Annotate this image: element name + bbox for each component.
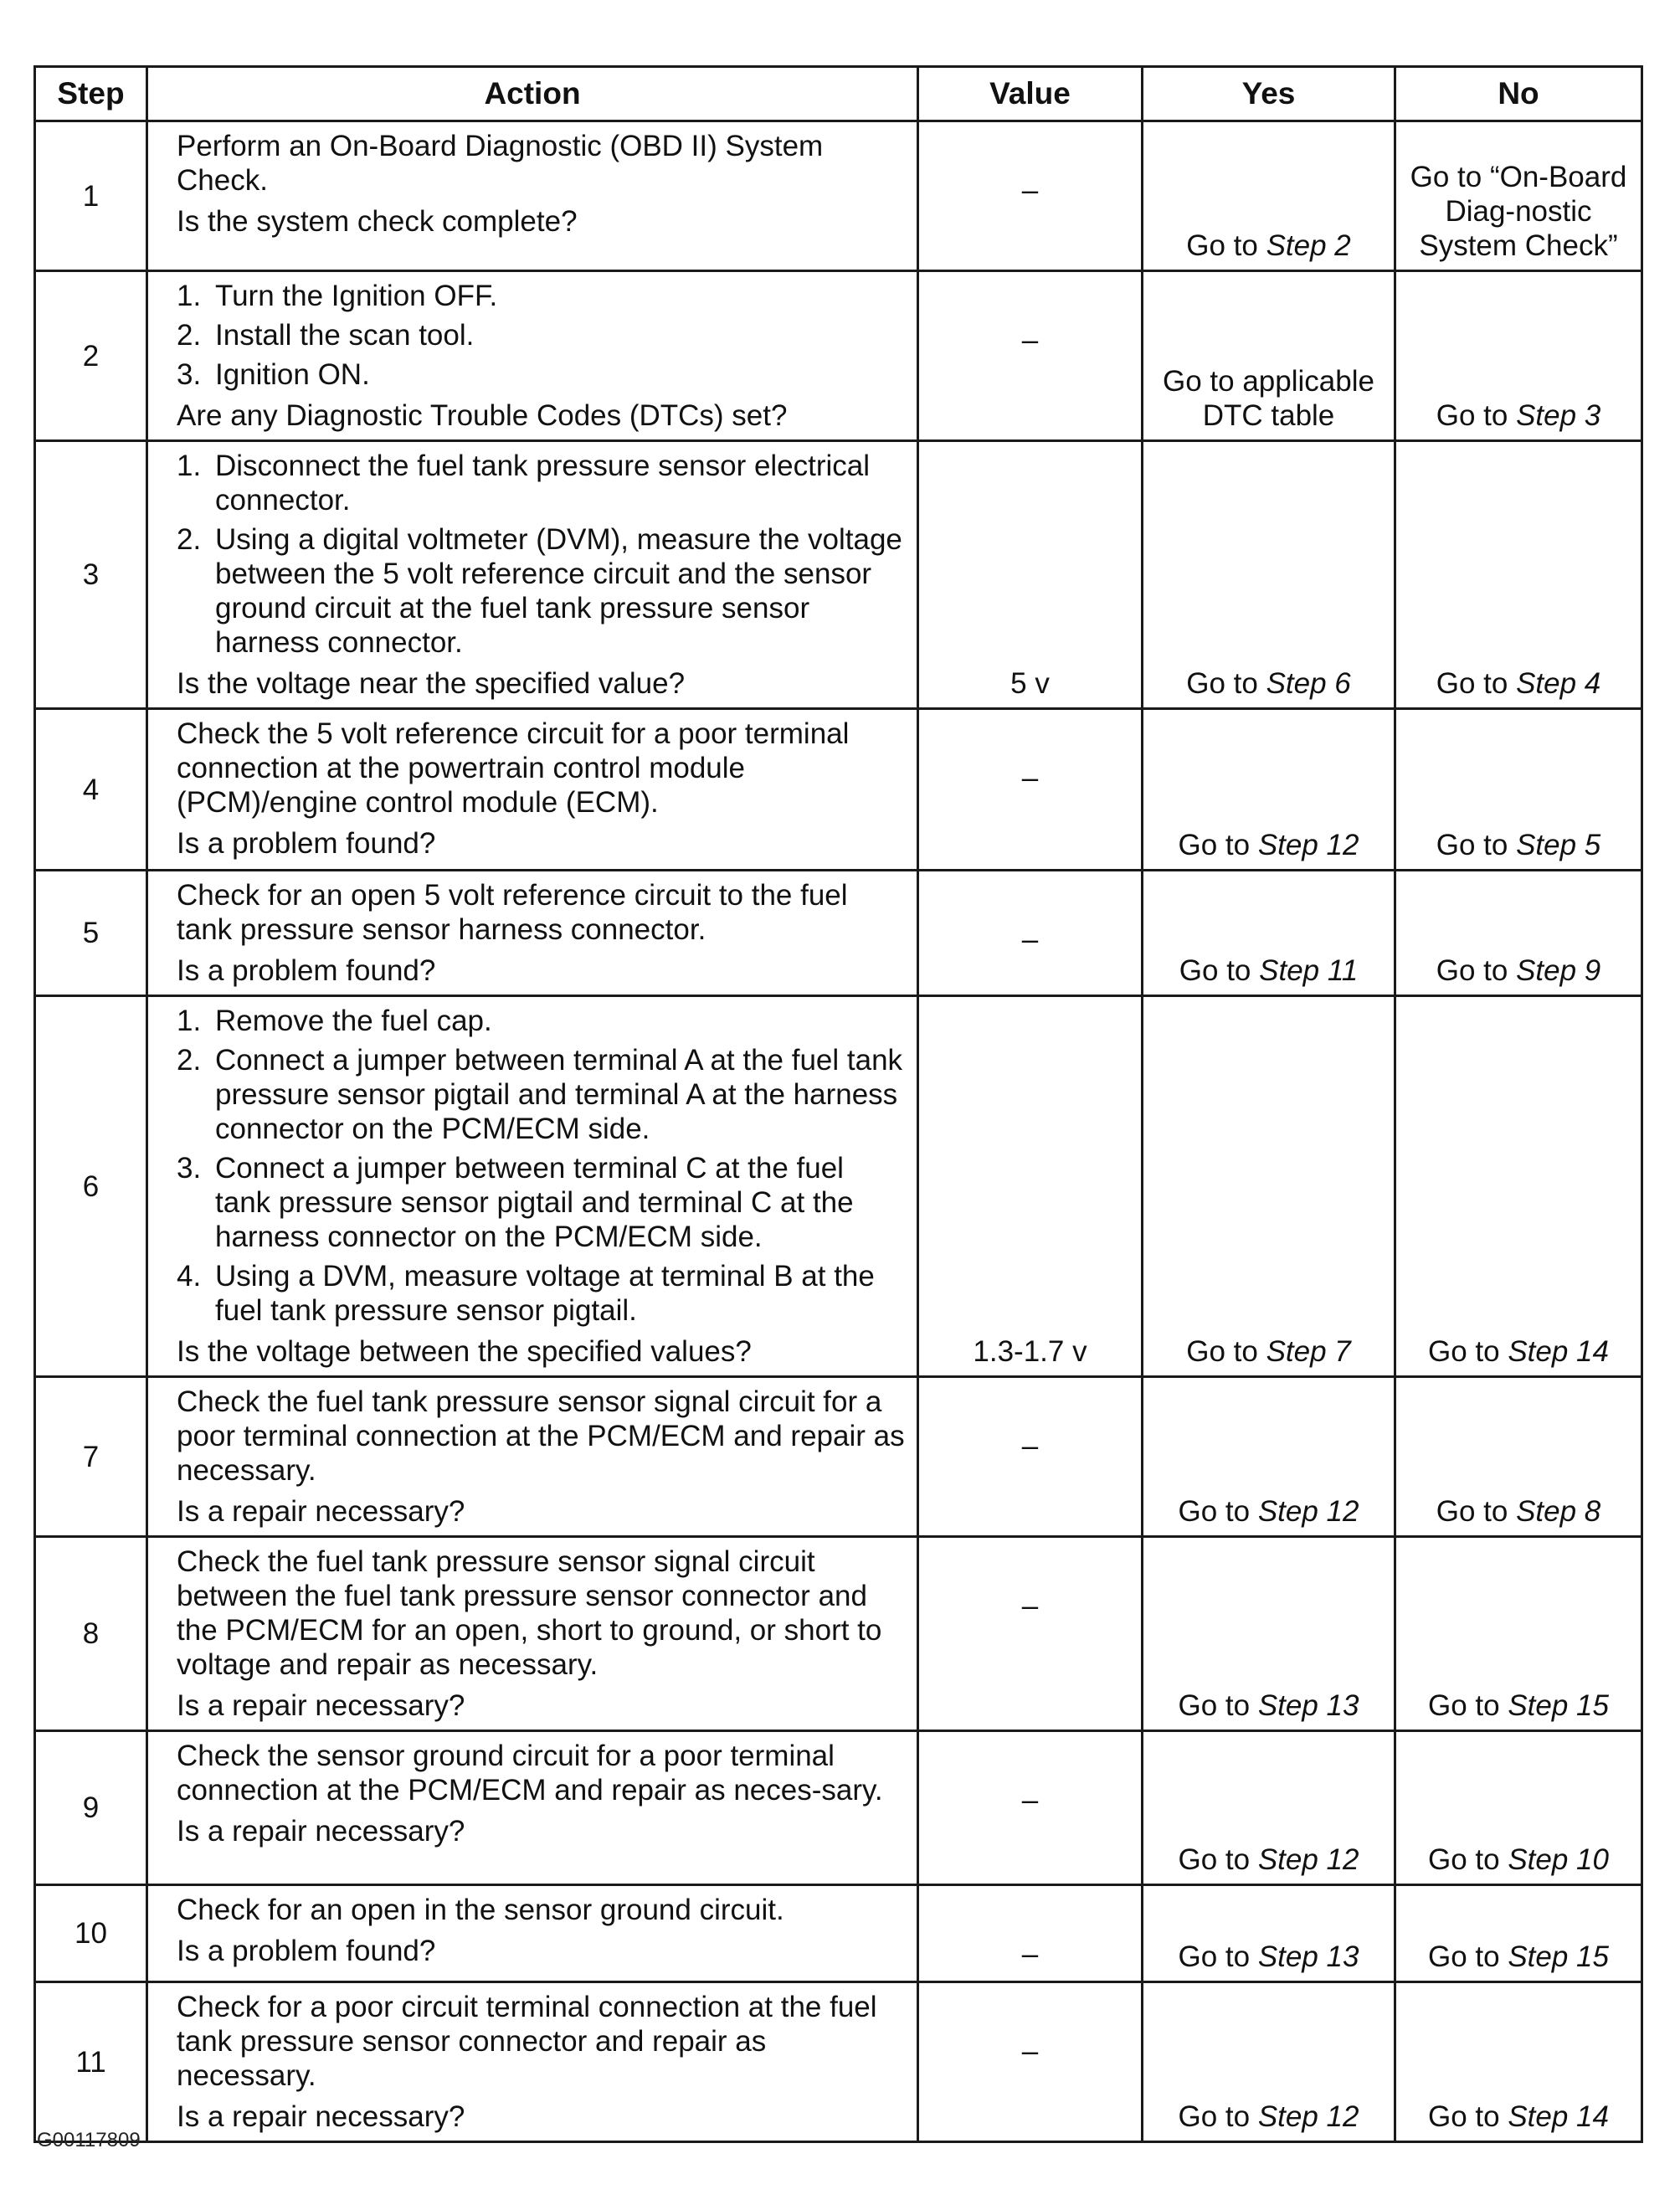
yes-target-step: Step 11 bbox=[1259, 954, 1359, 987]
yes-target-step: Step 7 bbox=[1266, 1335, 1351, 1368]
diagnostic-table bbox=[33, 65, 1643, 2143]
action-question: Is a repair necessary? bbox=[177, 1495, 465, 1528]
action-item-text: Turn the Ignition OFF. bbox=[215, 280, 498, 312]
value-cell bbox=[918, 709, 1143, 871]
yes-prefix: Go to bbox=[1178, 1689, 1258, 1722]
yes-cell bbox=[1143, 871, 1395, 996]
step-number: 4 bbox=[82, 773, 100, 806]
yes-prefix: Go to bbox=[1178, 1940, 1258, 1973]
no-prefix: Go to bbox=[1428, 1843, 1508, 1876]
yes-cell bbox=[1143, 1537, 1395, 1731]
no-target-step: Step 8 bbox=[1516, 1495, 1601, 1528]
action-cell bbox=[147, 1731, 918, 1885]
value-cell bbox=[918, 1731, 1143, 1885]
step-cell bbox=[35, 1885, 147, 1982]
action-question: Are any Diagnostic Trouble Codes (DTCs) set? bbox=[177, 399, 788, 432]
action-item-text: Install the scan tool. bbox=[215, 319, 475, 352]
action-text: Perform an On-Board Diagnostic (OBD II) System Check. bbox=[177, 130, 824, 197]
value-text: – bbox=[1021, 1590, 1039, 1622]
no-cell bbox=[1395, 1537, 1642, 1731]
yes-prefix: Go to bbox=[1179, 954, 1260, 987]
step-number: 5 bbox=[82, 917, 100, 949]
table-row bbox=[35, 1982, 1642, 2142]
no-target-step: Step 15 bbox=[1508, 1940, 1609, 1973]
no-prefix: Go to “On-Board Diag-nostic System Check” bbox=[1410, 161, 1627, 262]
action-item-number: 2. bbox=[177, 1044, 202, 1077]
value-text: – bbox=[1021, 1784, 1039, 1817]
value-cell bbox=[918, 121, 1143, 271]
value-cell bbox=[918, 1982, 1143, 2142]
yes-cell bbox=[1143, 709, 1395, 871]
table-row bbox=[35, 441, 1642, 709]
action-question: Is the voltage between the specified values? bbox=[177, 1335, 752, 1368]
value-text: – bbox=[1021, 923, 1039, 956]
value-text: – bbox=[1021, 324, 1039, 357]
no-prefix: Go to bbox=[1436, 829, 1517, 861]
action-item-text: Ignition ON. bbox=[215, 358, 370, 391]
action-text: Check for a poor circuit terminal connection at the fuel tank pressure sensor connector and repair as necessary. bbox=[177, 1991, 877, 2092]
no-prefix: Go to bbox=[1436, 954, 1517, 987]
action-question: Is the voltage near the specified value? bbox=[177, 667, 686, 700]
action-item-number: 1. bbox=[177, 450, 202, 482]
action-cell bbox=[147, 1377, 918, 1537]
yes-prefix: Go to bbox=[1178, 829, 1258, 861]
value-text: – bbox=[1021, 174, 1039, 207]
table-row bbox=[35, 996, 1642, 1377]
header-step: Step bbox=[35, 67, 147, 121]
value-text: – bbox=[1021, 762, 1039, 794]
action-list-item bbox=[177, 1259, 905, 1328]
action-item-text: Connect a jumper between terminal C at the fuel tank pressure sensor pigtail and terminal C at the harness connector on the PCM/ECM side. bbox=[215, 1152, 854, 1253]
action-text: Check for an open 5 volt reference circuit to the fuel tank pressure sensor harness connector. bbox=[177, 879, 848, 946]
no-target-step: Step 4 bbox=[1516, 667, 1601, 700]
yes-target-step: Step 13 bbox=[1257, 1689, 1359, 1722]
yes-target-step: Step 12 bbox=[1257, 1495, 1359, 1528]
yes-cell bbox=[1143, 996, 1395, 1377]
no-cell bbox=[1395, 1885, 1642, 1982]
yes-cell bbox=[1143, 1731, 1395, 1885]
action-question: Is a repair necessary? bbox=[177, 1815, 465, 1848]
no-target-step: Step 15 bbox=[1508, 1689, 1609, 1722]
action-item-text: Remove the fuel cap. bbox=[215, 1005, 492, 1037]
value-cell bbox=[918, 996, 1143, 1377]
no-prefix: Go to bbox=[1428, 1940, 1508, 1973]
value-cell bbox=[918, 441, 1143, 709]
step-number: 9 bbox=[82, 1791, 100, 1824]
action-list-item bbox=[177, 1004, 905, 1038]
yes-prefix: Go to bbox=[1178, 1495, 1258, 1528]
yes-target-step: Step 6 bbox=[1266, 667, 1351, 700]
table-row bbox=[35, 709, 1642, 871]
yes-cell bbox=[1143, 1377, 1395, 1537]
action-list-item bbox=[177, 1043, 905, 1146]
yes-prefix: Go to applicable DTC table bbox=[1163, 365, 1374, 432]
yes-target-step: Step 13 bbox=[1257, 1940, 1359, 1973]
yes-cell bbox=[1143, 441, 1395, 709]
no-prefix: Go to bbox=[1428, 2100, 1508, 2133]
action-cell bbox=[147, 441, 918, 709]
step-number: 3 bbox=[82, 558, 100, 591]
action-cell bbox=[147, 871, 918, 996]
action-cell bbox=[147, 996, 918, 1377]
action-cell bbox=[147, 709, 918, 871]
action-question: Is a problem found? bbox=[177, 954, 436, 987]
no-target-step: Step 5 bbox=[1516, 829, 1601, 861]
action-text: Check the sensor ground circuit for a poor terminal connection at the PCM/ECM and repair as neces-sary. bbox=[177, 1740, 883, 1807]
table-row bbox=[35, 871, 1642, 996]
no-target-step: Step 14 bbox=[1508, 2100, 1609, 2133]
action-text: Check for an open in the sensor ground circuit. bbox=[177, 1894, 784, 1926]
step-cell bbox=[35, 1377, 147, 1537]
action-item-text: Using a DVM, measure voltage at terminal B at the fuel tank pressure sensor pigtail. bbox=[215, 1260, 875, 1327]
value-text: – bbox=[1021, 1430, 1039, 1462]
action-question: Is the system check complete? bbox=[177, 205, 578, 238]
header-action: Action bbox=[147, 67, 918, 121]
action-list-item bbox=[177, 449, 905, 517]
action-cell bbox=[147, 1885, 918, 1982]
action-text: Check the 5 volt reference circuit for a poor terminal connection at the powertrain control module (PCM)/engine control module (ECM). bbox=[177, 717, 850, 819]
step-number: 8 bbox=[82, 1617, 100, 1650]
yes-target-step: Step 2 bbox=[1266, 229, 1351, 262]
step-number: 1 bbox=[82, 179, 100, 213]
step-cell bbox=[35, 1731, 147, 1885]
yes-cell bbox=[1143, 121, 1395, 271]
table-row bbox=[35, 1731, 1642, 1885]
step-cell bbox=[35, 871, 147, 996]
action-text: Check the fuel tank pressure sensor signal circuit for a poor terminal connection at the PCM/ECM and repair as necessary. bbox=[177, 1385, 905, 1487]
table-body bbox=[35, 121, 1642, 2142]
action-question: Is a problem found? bbox=[177, 827, 436, 860]
yes-prefix: Go to bbox=[1186, 667, 1266, 700]
yes-prefix: Go to bbox=[1178, 1843, 1258, 1876]
action-item-number: 4. bbox=[177, 1260, 202, 1293]
value-cell bbox=[918, 271, 1143, 441]
action-item-number: 2. bbox=[177, 319, 202, 352]
no-cell bbox=[1395, 709, 1642, 871]
value-text: – bbox=[1021, 1938, 1039, 1971]
step-number: 6 bbox=[82, 1169, 100, 1203]
yes-prefix: Go to bbox=[1186, 229, 1266, 262]
action-item-number: 1. bbox=[177, 1005, 202, 1037]
yes-prefix: Go to bbox=[1186, 1335, 1266, 1368]
step-cell bbox=[35, 441, 147, 709]
action-list-item bbox=[177, 279, 905, 313]
action-list-item bbox=[177, 357, 905, 392]
no-prefix: Go to bbox=[1428, 1335, 1508, 1368]
no-cell bbox=[1395, 271, 1642, 441]
header-no: No bbox=[1395, 67, 1642, 121]
table-row bbox=[35, 271, 1642, 441]
no-prefix: Go to bbox=[1436, 667, 1517, 700]
yes-prefix: Go to bbox=[1178, 2100, 1258, 2133]
action-text: Check the fuel tank pressure sensor signal circuit between the fuel tank pressure sensor connector and the PCM/ECM for an open, short to ground, or short to voltage and repair as necessary. bbox=[177, 1545, 882, 1681]
step-cell bbox=[35, 996, 147, 1377]
no-prefix: Go to bbox=[1436, 399, 1517, 432]
header-yes: Yes bbox=[1143, 67, 1395, 121]
action-item-text: Disconnect the fuel tank pressure sensor electrical connector. bbox=[215, 450, 871, 517]
figure-code: G00117809 bbox=[37, 2129, 141, 2151]
action-list-item bbox=[177, 1151, 905, 1254]
no-cell bbox=[1395, 1982, 1642, 2142]
action-list-item bbox=[177, 522, 905, 660]
action-question: Is a repair necessary? bbox=[177, 2100, 465, 2133]
value-text: 1.3-1.7 v bbox=[973, 1335, 1087, 1368]
step-number: 2 bbox=[82, 339, 100, 373]
yes-target-step: Step 12 bbox=[1257, 2100, 1359, 2133]
no-prefix: Go to bbox=[1428, 1689, 1508, 1722]
no-target-step: Step 14 bbox=[1508, 1335, 1609, 1368]
header-value: Value bbox=[918, 67, 1143, 121]
value-cell bbox=[918, 1537, 1143, 1731]
action-item-number: 3. bbox=[177, 358, 202, 391]
action-list-item bbox=[177, 318, 905, 352]
action-question: Is a repair necessary? bbox=[177, 1689, 465, 1722]
no-target-step: Step 9 bbox=[1516, 954, 1601, 987]
no-prefix: Go to bbox=[1436, 1495, 1517, 1528]
value-cell bbox=[918, 871, 1143, 996]
value-text: – bbox=[1021, 2035, 1039, 2068]
step-cell bbox=[35, 271, 147, 441]
table-row bbox=[35, 1537, 1642, 1731]
step-number: 7 bbox=[82, 1440, 100, 1473]
value-text: 5 v bbox=[1010, 667, 1050, 700]
table-row bbox=[35, 121, 1642, 271]
yes-target-step: Step 12 bbox=[1257, 1843, 1359, 1876]
yes-cell bbox=[1143, 1982, 1395, 2142]
no-cell bbox=[1395, 121, 1642, 271]
yes-cell bbox=[1143, 271, 1395, 441]
yes-cell bbox=[1143, 1885, 1395, 1982]
no-target-step: Step 10 bbox=[1508, 1843, 1609, 1876]
action-cell bbox=[147, 1982, 918, 2142]
action-item-text: Connect a jumper between terminal A at the fuel tank pressure sensor pigtail and terminal A at the harness connector on the PCM/ECM side. bbox=[215, 1044, 903, 1145]
step-number: 10 bbox=[74, 1917, 107, 1950]
no-cell bbox=[1395, 441, 1642, 709]
action-item-number: 3. bbox=[177, 1152, 202, 1185]
table-row bbox=[35, 1885, 1642, 1982]
action-question: Is a problem found? bbox=[177, 1935, 436, 1967]
action-item-text: Using a digital voltmeter (DVM), measure the voltage between the 5 volt reference circuit and the sensor ground circuit at the fuel tank pressure sensor harness connector. bbox=[215, 523, 902, 659]
step-cell bbox=[35, 1982, 147, 2142]
action-cell bbox=[147, 121, 918, 271]
table-row bbox=[35, 1377, 1642, 1537]
no-target-step: Step 3 bbox=[1516, 399, 1601, 432]
action-item-number: 1. bbox=[177, 280, 202, 312]
action-cell bbox=[147, 1537, 918, 1731]
value-cell bbox=[918, 1885, 1143, 1982]
no-cell bbox=[1395, 1377, 1642, 1537]
no-cell bbox=[1395, 996, 1642, 1377]
no-cell bbox=[1395, 1731, 1642, 1885]
action-cell bbox=[147, 271, 918, 441]
no-cell bbox=[1395, 871, 1642, 996]
step-number: 11 bbox=[75, 2045, 106, 2079]
header-row bbox=[35, 67, 1642, 121]
step-cell bbox=[35, 121, 147, 271]
yes-target-step: Step 12 bbox=[1257, 829, 1359, 861]
step-cell bbox=[35, 1537, 147, 1731]
value-cell bbox=[918, 1377, 1143, 1537]
step-cell bbox=[35, 709, 147, 871]
action-item-number: 2. bbox=[177, 523, 202, 556]
